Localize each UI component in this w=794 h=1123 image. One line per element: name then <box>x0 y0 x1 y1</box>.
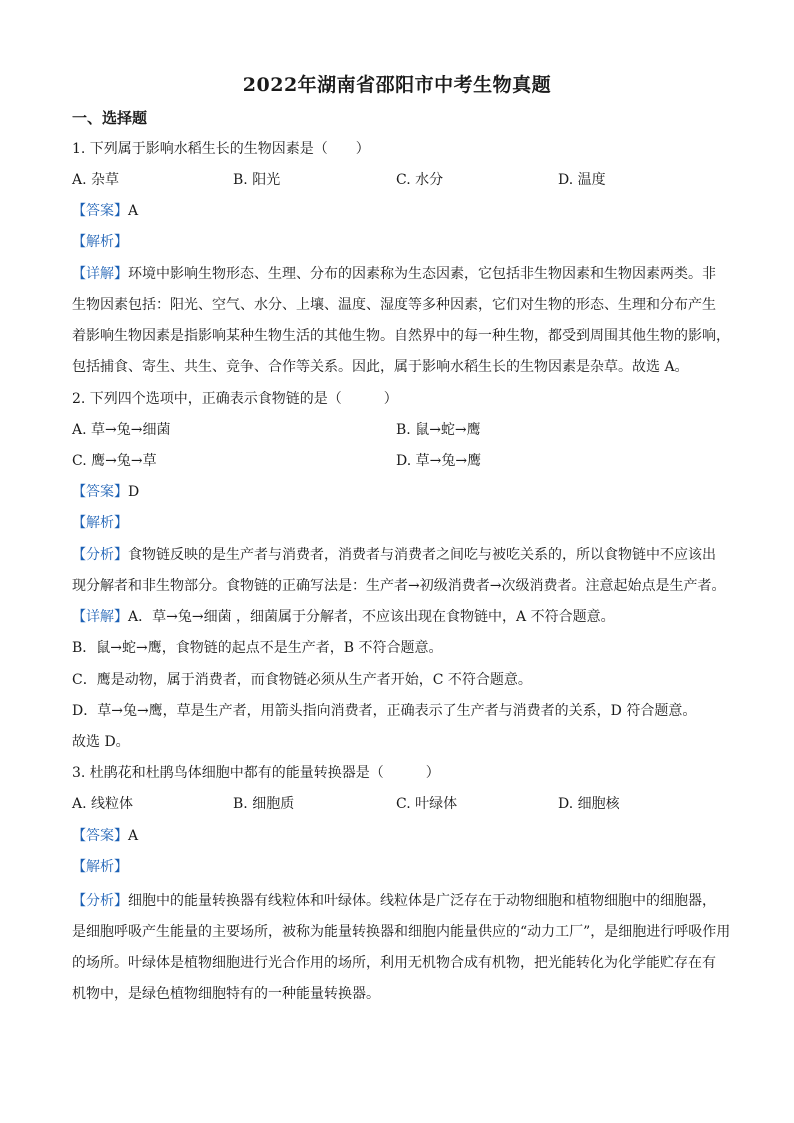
q1-option-d: D. 温度 <box>558 172 606 188</box>
q1-detail-line-1 <box>72 264 724 284</box>
q3-analysis-tag: 【解析】 <box>72 859 128 875</box>
q3-fenxi-line-1 <box>72 891 724 911</box>
page-title: 2022年湖南省邵阳市中考生物真题 <box>242 74 552 96</box>
detail-text: 环境中影响生物形态、生理、分布的因素称为生态因素，它包括非生物因素和生物因素两类。非 <box>128 266 716 282</box>
q1-detail-line-3: 着影响生物因素是指影响某种生物生活的其他生物。自然界中的每一种生物，都受到周围其他生物的影响， <box>72 328 730 344</box>
q2-detail-line-1 <box>72 607 724 627</box>
q2-option-a: A. 草→兔→细菌 <box>72 422 171 438</box>
q2-option-b: B. 鼠→蛇→鹰 <box>396 422 481 438</box>
detail-tag: 【详解】 <box>72 609 128 625</box>
q2-option-c: C. 鹰→兔→草 <box>72 453 157 469</box>
detail-text: A．草→兔→细菌 ，细菌属于分解者，不应该出现在食物链中，A 不符合题意。 <box>128 609 615 625</box>
answer-tag: 【答案】 <box>72 203 128 219</box>
q2-analysis-tag: 【解析】 <box>72 515 128 531</box>
q3-option-a: A. 线粒体 <box>72 796 134 812</box>
q2-conclusion: 故选 D。 <box>72 734 130 750</box>
question-1-stem: 1. 下列属于影响水稻生长的生物因素是（ ） <box>72 141 370 157</box>
q2-detail-line-4: D．草→兔→鹰，草是生产者，用箭头指向消费者，正确表示了生产者与消费者的关系，D 符合题意。 <box>72 703 697 719</box>
fenxi-tag: 【分析】 <box>72 893 128 909</box>
fenxi-tag: 【分析】 <box>72 547 128 563</box>
answer-value: A <box>128 828 139 844</box>
q1-detail-line-4: 包括捕食、寄生、共生、竞争、合作等关系。因此，属于影响水稻生长的生物因素是杂草。故选 A。 <box>72 359 689 375</box>
q3-answer <box>72 826 724 846</box>
question-2-stem: 2. 下列四个选项中，正确表示食物链的是（ ） <box>72 391 398 407</box>
q2-fenxi-line-1 <box>72 545 724 565</box>
q1-answer <box>72 201 724 221</box>
q1-option-b: B. 阳光 <box>233 172 281 188</box>
q3-option-b: B. 细胞质 <box>233 796 295 812</box>
fenxi-text: 细胞中的能量转换器有线粒体和叶绿体。线粒体是广泛存在于动物细胞和植物细胞中的细胞器， <box>128 893 716 909</box>
section-heading: 一、选择题 <box>72 109 148 127</box>
q3-option-c: C. 叶绿体 <box>396 796 458 812</box>
q1-option-a: A. 杂草 <box>72 172 120 188</box>
q2-fenxi-line-2: 现分解者和非生物部分。食物链的正确写法是：生产者→初级消费者→次级消费者。注意起始点是生产者。 <box>72 578 726 594</box>
q1-option-c: C. 水分 <box>396 172 444 188</box>
q2-option-d: D. 草→兔→鹰 <box>396 453 482 469</box>
answer-value: A <box>128 203 139 219</box>
answer-tag: 【答案】 <box>72 484 128 500</box>
q3-fenxi-line-2: 是细胞呼吸产生能量的主要场所，被称为能量转换器和细胞内能量供应的“动力工厂”，是细胞进行呼吸作用 <box>72 924 731 940</box>
fenxi-text: 食物链反映的是生产者与消费者，消费者与消费者之间吃与被吃关系的，所以食物链中不应该出 <box>128 547 716 563</box>
question-3-stem: 3. 杜鹃花和杜鹃鸟体细胞中都有的能量转换器是（ ） <box>72 765 440 781</box>
answer-value: D <box>128 484 140 500</box>
q2-detail-line-2: B．鼠→蛇→鹰，食物链的起点不是生产者，B 不符合题意。 <box>72 640 443 656</box>
answer-tag: 【答案】 <box>72 828 128 844</box>
q3-fenxi-line-3: 的场所。叶绿体是植物细胞进行光合作用的场所，利用无机物合成有机物，把光能转化为化学能贮存在有 <box>72 955 716 971</box>
q1-analysis-tag: 【解析】 <box>72 234 128 250</box>
detail-tag: 【详解】 <box>72 266 128 282</box>
q2-answer <box>72 482 724 502</box>
q2-detail-line-3: C．鹰是动物，属于消费者，而食物链必须从生产者开始，C 不符合题意。 <box>72 672 532 688</box>
q1-detail-line-2: 生物因素包括：阳光、空气、水分、上壤、温度、湿度等多种因素，它们对生物的形态、生理和分布产生 <box>72 297 716 313</box>
q3-option-d: D. 细胞核 <box>558 796 620 812</box>
q3-fenxi-line-4: 机物中，是绿色植物细胞特有的一种能量转换器。 <box>72 986 380 1002</box>
